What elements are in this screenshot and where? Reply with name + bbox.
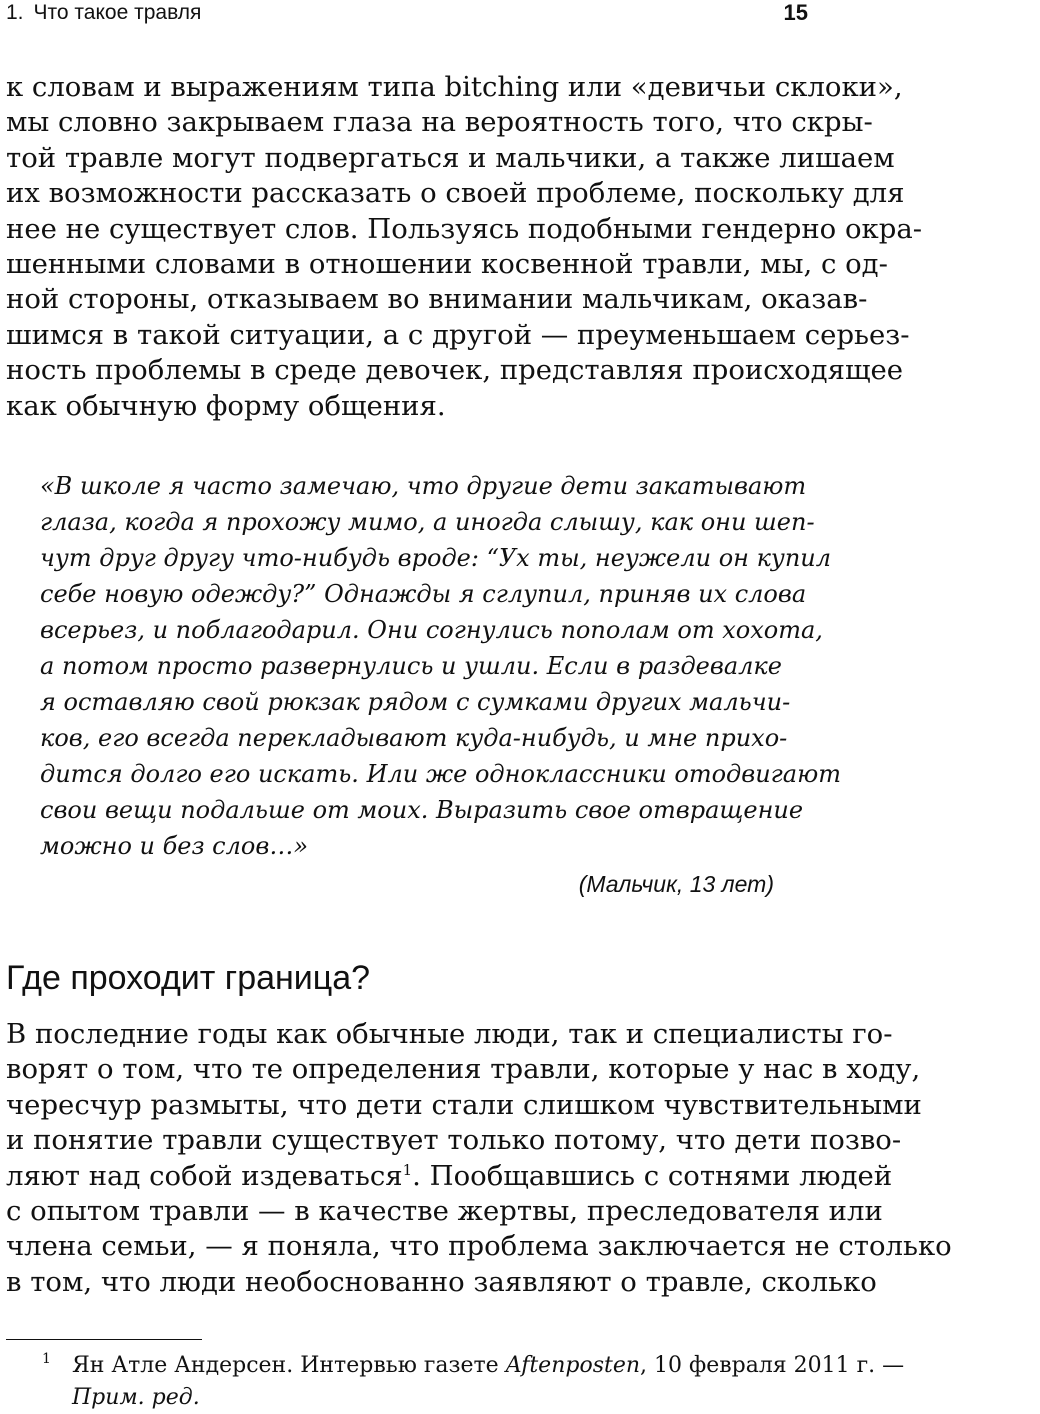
quote-line: а потом просто развернулись и ушли. Если в раздевалке <box>40 652 782 680</box>
text-segment: . Пообщавшись с сотнями людей <box>412 1159 893 1192</box>
text-line: члена семьи, — я поняла, что проблема заключается не столько <box>6 1230 952 1263</box>
text-line: и понятие травли существует только потому, что дети позво- <box>6 1124 902 1157</box>
footnote-line <box>6 1350 1006 1382</box>
footnote-divider <box>6 1339 202 1340</box>
footnote-line <box>6 1382 1006 1414</box>
quote-line: глаза, когда я прохожу мимо, а иногда слышу, как они шеп- <box>40 508 815 536</box>
text-line: чересчур размыты, что дети стали слишком чувствительными <box>6 1088 922 1121</box>
quote-line: всерьез, и поблагодарил. Они согнулись пополам от хохота, <box>40 616 823 644</box>
quote-line: дится долго его искать. Или же одноклассники отодвигают <box>40 760 841 788</box>
quote-line: я оставляю свой рюкзак рядом с сумками других мальчи- <box>40 688 791 716</box>
quote-line: ков, его всегда перекладывают куда-нибудь, и мне прихо- <box>40 724 788 752</box>
quote-line: свои вещи подальше от моих. Выразить свое отвращение <box>40 796 804 824</box>
footnote-text: Ян Атле Андерсен. Интервью газете <box>72 1353 506 1378</box>
text-line-with-footnote <box>6 1159 1006 1194</box>
text-line: их возможности рассказать о своей проблеме, поскольку для <box>6 177 905 210</box>
text-line: с опытом травли — в качестве жертвы, преследователя или <box>6 1194 883 1227</box>
quote-line: «В школе я часто замечаю, что другие дети закатывают <box>40 472 807 500</box>
text-line: ной стороны, отказываем во внимании мальчикам, оказав- <box>6 283 868 316</box>
text-line: как обычную форму общения. <box>6 389 446 422</box>
text-line: нее не существует слов. Пользуясь подобными гендерно окра- <box>6 212 922 245</box>
text-line: ворят о том, что те определения травли, которые у нас в ходу, <box>6 1053 921 1086</box>
section-heading: Где проходит граница? <box>6 959 371 997</box>
running-head <box>6 0 808 26</box>
text-line: шимся в такой ситуации, а с другой — преуменьшаем серьез- <box>6 318 910 351</box>
footnote-text: , 10 февраля 2011 г. — <box>640 1353 905 1378</box>
text-line: в том, что люди необоснованно заявляют о травле, сколько <box>6 1265 877 1298</box>
text-line: мы словно закрываем глаза на вероятность того, что скры- <box>6 106 873 139</box>
quote-line: себе новую одежду?” Однажды я сглупил, приняв их слова <box>40 580 807 608</box>
block-quote <box>40 468 1040 864</box>
footnote-source-title: Aftenposten <box>505 1353 641 1378</box>
text-line: В последние годы как обычные люди, так и специалисты го- <box>6 1018 893 1050</box>
text-line: той травле могут подвергаться и мальчики, а также лишаем <box>6 141 895 174</box>
quote-line: чут друг другу что-нибудь вроде: “Ух ты, неужели он купил <box>40 544 832 572</box>
text-line: ность проблемы в среде девочек, представляя происходящее <box>6 354 904 387</box>
chapter-title: Что такое травля <box>33 1 202 24</box>
paragraph-2 <box>6 1017 1006 1300</box>
quote-attribution: (Мальчик, 13 лет) <box>578 871 774 897</box>
text-line: к словам и выражениям типа bitching или «девичьи склоки», <box>6 71 903 103</box>
text-segment: ляют над собой издеваться <box>6 1159 403 1192</box>
paragraph-1 <box>6 70 1006 424</box>
footnote <box>6 1350 1006 1414</box>
quote-line: можно и без слов…» <box>40 832 308 860</box>
page-number: 15 <box>783 0 808 25</box>
footnote-reference[interactable]: 1 <box>402 1160 413 1179</box>
chapter-number: 1. <box>6 1 24 24</box>
footnote-marker: 1 <box>42 1351 51 1367</box>
text-line: шенными словами в отношении косвенной травли, мы, с од- <box>6 247 888 280</box>
footnote-editor-note: Прим. ред. <box>72 1385 200 1410</box>
